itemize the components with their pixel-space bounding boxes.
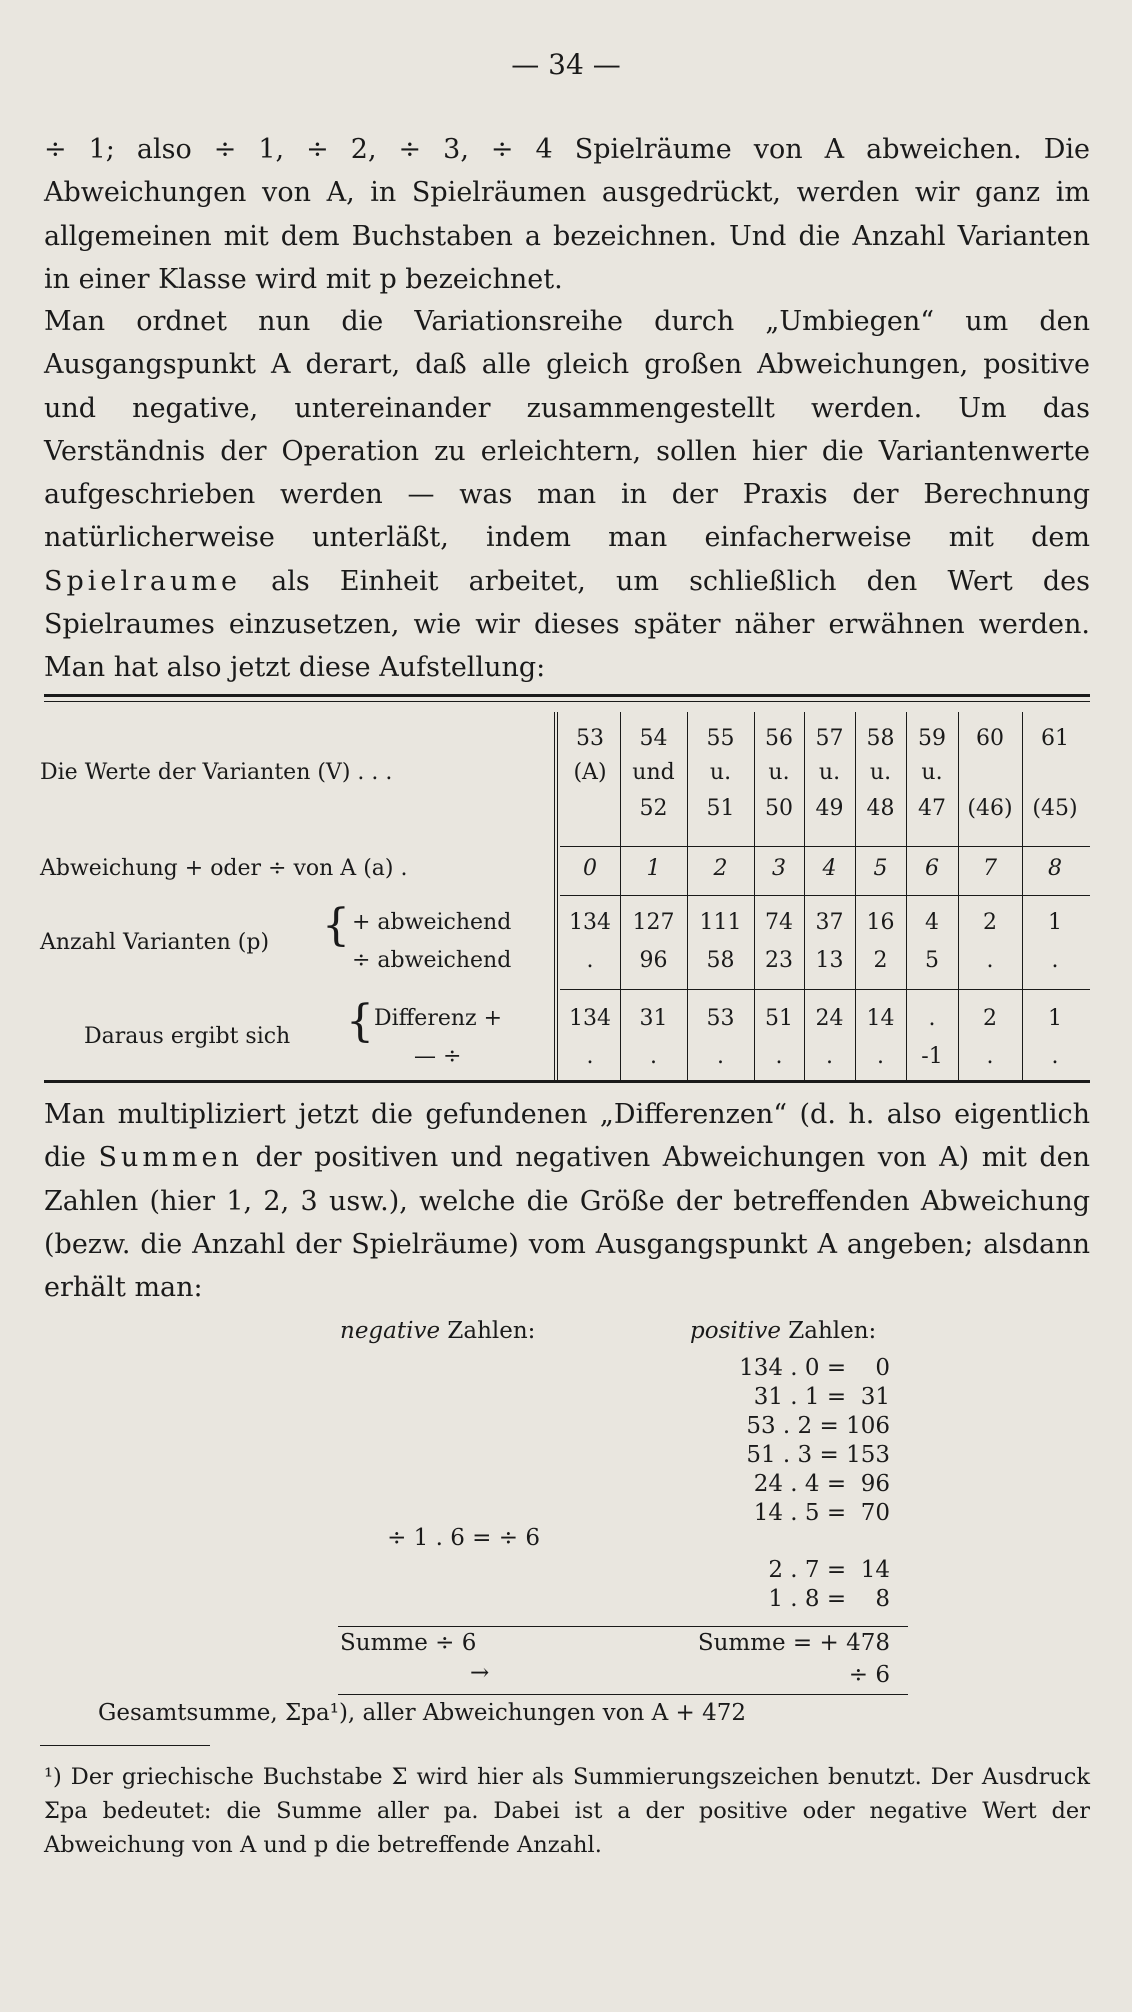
table-column-rule	[620, 712, 621, 1080]
after-table-part-a: Man multipliziert jetzt die gefundenen „Differenzen“ (d. h. also eigentlich die	[44, 1099, 1090, 1174]
cell-differenz-minus-7: .	[986, 1044, 994, 1069]
positive-row: 51 . 3 = 153	[746, 1442, 890, 1468]
cell-anzahl-plus-2: 111	[699, 910, 742, 935]
cell-anzahl-plus-5: 16	[866, 910, 895, 935]
cell-werte-top-0: 53	[576, 726, 604, 751]
cell-werte-mid-6: u.	[921, 760, 943, 785]
negative-row: ÷ 1 . 6 = ÷ 6	[387, 1525, 540, 1551]
brace-anzahl: {	[322, 900, 350, 951]
positive-row: 134 . 0 = 0	[739, 1355, 890, 1381]
cell-anzahl-plus-4: 37	[815, 910, 844, 935]
cell-differenz-plus-8: 1	[1048, 1006, 1062, 1031]
cell-werte-bot-8: (45)	[1032, 796, 1078, 821]
table-column-rule	[1022, 712, 1023, 1080]
intro-paragraph-2	[44, 300, 1090, 690]
total-rule	[338, 1694, 908, 1695]
table-top-rule	[44, 694, 1090, 697]
cell-werte-bot-7: (46)	[967, 796, 1013, 821]
cell-werte-bot-6: 47	[918, 796, 946, 821]
intro-paragraph-1: ÷ 1; also ÷ 1, ÷ 2, ÷ 3, ÷ 4 Spielräume von A abweichen. Die Abweichungen von A, in Spielräumen ausgedrückt, werden wir ganz im allgemeinen mit dem Buchstaben a bezeichnen. Und die Anzahl Varianten in einer Klasse wird mit p bezeichnet.	[44, 134, 1090, 295]
brace-daraus: {	[346, 996, 374, 1047]
minus-six: ÷ 6	[848, 1662, 890, 1688]
cell-werte-top-8: 61	[1041, 726, 1069, 751]
cell-differenz-minus-2: .	[717, 1044, 724, 1069]
cell-anzahl-plus-6: 4	[925, 910, 939, 935]
row-label-anzahl-minus: ÷ abweichend	[352, 948, 512, 973]
summe-positive: Summe = + 478	[697, 1630, 890, 1656]
row-label-werte: Die Werte der Varianten (V) . . .	[40, 760, 393, 785]
after-table-paragraph	[44, 1093, 1090, 1309]
cell-werte-top-6: 59	[918, 726, 946, 751]
cell-werte-bot-2: 51	[706, 796, 735, 821]
positive-heading-em: positive	[690, 1318, 781, 1344]
negative-heading-text: Zahlen:	[447, 1318, 536, 1344]
cell-werte-top-1: 54	[639, 726, 668, 751]
row-label-differenz-plus: Differenz +	[374, 1006, 503, 1031]
row-label-anzahl-plus: + abweichend	[352, 910, 512, 935]
cell-anzahl-minus-5: 2	[873, 948, 888, 973]
cell-differenz-plus-2: 53	[706, 1006, 735, 1031]
cell-werte-mid-1: und	[632, 760, 675, 785]
table-top-rule-thin	[44, 701, 1090, 702]
cell-abweichung-8: 8	[1048, 856, 1062, 881]
cell-abweichung-7: 7	[983, 856, 997, 881]
cell-anzahl-plus-1: 127	[632, 910, 675, 935]
cell-werte-top-4: 57	[815, 726, 844, 751]
table-column-rule	[906, 712, 907, 1080]
cell-differenz-plus-6: .	[928, 1006, 936, 1031]
positive-row: 24 . 4 = 96	[753, 1471, 890, 1497]
cell-differenz-minus-4: .	[826, 1044, 833, 1069]
cell-abweichung-5: 5	[873, 856, 888, 881]
cell-anzahl-minus-8: .	[1051, 948, 1059, 973]
cell-differenz-minus-5: .	[877, 1044, 884, 1069]
cell-anzahl-plus-8: 1	[1048, 910, 1062, 935]
cell-anzahl-minus-6: 5	[925, 948, 939, 973]
paragraph-2-part-b: als Einheit arbeitet, um schließlich den Wert des Spielraumes einzusetzen, wie wir dieses später näher erwähnen werden. Man hat also jetzt diese Aufstellung:	[44, 565, 1090, 684]
positive-row: 1 . 8 = 8	[768, 1586, 890, 1612]
cell-abweichung-6: 6	[925, 856, 939, 881]
row-label-daraus: Daraus ergibt sich	[84, 1024, 291, 1049]
rule-below-abweichung	[560, 895, 1090, 896]
table-column-rule	[958, 712, 959, 1080]
row-label-differenz-minus: — ÷	[414, 1044, 462, 1069]
cell-anzahl-plus-7: 2	[983, 910, 997, 935]
table-column-rule	[754, 712, 755, 1080]
cell-werte-mid-4: u.	[818, 760, 841, 785]
cell-werte-top-7: 60	[976, 726, 1004, 751]
arrow-icon: →	[470, 1660, 490, 1686]
negative-heading	[340, 1318, 535, 1344]
cell-werte-top-3: 56	[765, 726, 793, 751]
rule-above-abweichung	[560, 846, 1090, 847]
page-number: — 34 —	[511, 48, 621, 81]
table-column-rule	[804, 712, 805, 1080]
row-label-anzahl: Anzahl Varianten (p)	[40, 930, 270, 955]
cell-differenz-minus-3: .	[775, 1044, 783, 1069]
table-column-rule	[554, 712, 558, 1080]
cell-differenz-minus-8: .	[1051, 1044, 1059, 1069]
negative-heading-em: negative	[340, 1318, 441, 1344]
cell-differenz-plus-5: 14	[866, 1006, 895, 1031]
cell-abweichung-0: 0	[583, 856, 597, 881]
footnote-rule	[40, 1745, 210, 1746]
gesamtsumme: Gesamtsumme, Σpa¹), aller Abweichungen von A + 472	[98, 1700, 747, 1726]
rule-below-anzahl	[560, 989, 1090, 990]
cell-werte-top-5: 58	[866, 726, 895, 751]
summe-negative: Summe ÷ 6	[340, 1630, 477, 1656]
cell-differenz-minus-0: .	[586, 1044, 594, 1069]
spielraume-spaced: Spielraume	[44, 565, 242, 597]
positive-row: 14 . 5 = 70	[753, 1500, 890, 1526]
cell-anzahl-minus-3: 23	[765, 948, 793, 973]
cell-differenz-plus-3: 51	[765, 1006, 793, 1031]
paragraph-2-part-a: Man ordnet nun die Variationsreihe durch „Umbiegen“ um den Ausgangspunkt A derart, daß alle gleich großen Abweichungen, positive und negative, untereinander zusammengestellt werden. Um das Verständnis der Operation zu erleichtern, sollen hier die Variantenwerte aufgeschrieben werden — was man in der Praxis der Berechnung natürlicherweise unterläßt, indem man einfacherweise mit dem	[44, 306, 1090, 554]
cell-abweichung-2: 2	[713, 856, 728, 881]
cell-anzahl-plus-3: 74	[765, 910, 793, 935]
row-label-abweichung: Abweichung + oder ÷ von A (a) .	[40, 856, 408, 881]
cell-werte-bot-4: 49	[815, 796, 844, 821]
table-bottom-rule	[44, 1080, 1090, 1083]
footnote: ¹) Der griechische Buchstabe Σ wird hier als Summierungszeichen benutzt. Der Ausdruck Σpa bedeutet: die Summe aller pa. Dabei ist a der positive oder negative Wert der Abweichung von A und p die betreffende Anzahl.	[44, 1764, 1090, 1858]
cell-differenz-minus-6: -1	[921, 1044, 943, 1069]
cell-anzahl-minus-0: .	[586, 948, 594, 973]
positive-row: 31 . 1 = 31	[753, 1384, 890, 1410]
cell-werte-mid-5: u.	[869, 760, 892, 785]
cell-werte-bot-5: 48	[866, 796, 895, 821]
cell-differenz-plus-1: 31	[639, 1006, 668, 1031]
cell-differenz-minus-1: .	[650, 1044, 657, 1069]
cell-werte-bot-1: 52	[639, 796, 668, 821]
cell-werte-mid-2: u.	[709, 760, 732, 785]
positive-heading-text: Zahlen:	[788, 1318, 877, 1344]
cell-abweichung-1: 1	[646, 856, 661, 881]
table-column-rule	[687, 712, 688, 1080]
cell-differenz-plus-4: 24	[815, 1006, 844, 1031]
cell-anzahl-plus-0: 134	[569, 910, 611, 935]
cell-anzahl-minus-1: 96	[639, 948, 668, 973]
cell-differenz-plus-0: 134	[569, 1006, 611, 1031]
positive-row: 2 . 7 = 14	[768, 1557, 890, 1583]
sum-rule	[338, 1626, 908, 1627]
cell-anzahl-minus-2: 58	[706, 948, 735, 973]
cell-werte-top-2: 55	[706, 726, 735, 751]
cell-werte-mid-0: (A)	[573, 760, 607, 785]
positive-heading	[690, 1318, 876, 1344]
cell-abweichung-4: 4	[822, 856, 837, 881]
cell-werte-bot-3: 50	[765, 796, 793, 821]
summen-spaced: Summen	[98, 1142, 243, 1174]
cell-abweichung-3: 3	[772, 856, 786, 881]
after-table-part-b: der positiven und negativen Abweichungen von A) mit den Zahlen (hier 1, 2, 3 usw.), welche die Größe der betreffenden Abweichung (bezw. die Anzahl der Spielräume) vom Ausgangspunkt A angeben; alsdann erhält man:	[44, 1142, 1090, 1304]
cell-differenz-plus-7: 2	[983, 1006, 997, 1031]
cell-anzahl-minus-4: 13	[815, 948, 844, 973]
table-column-rule	[855, 712, 856, 1080]
cell-werte-mid-3: u.	[768, 760, 790, 785]
positive-row: 53 . 2 = 106	[746, 1413, 890, 1439]
cell-anzahl-minus-7: .	[986, 948, 994, 973]
